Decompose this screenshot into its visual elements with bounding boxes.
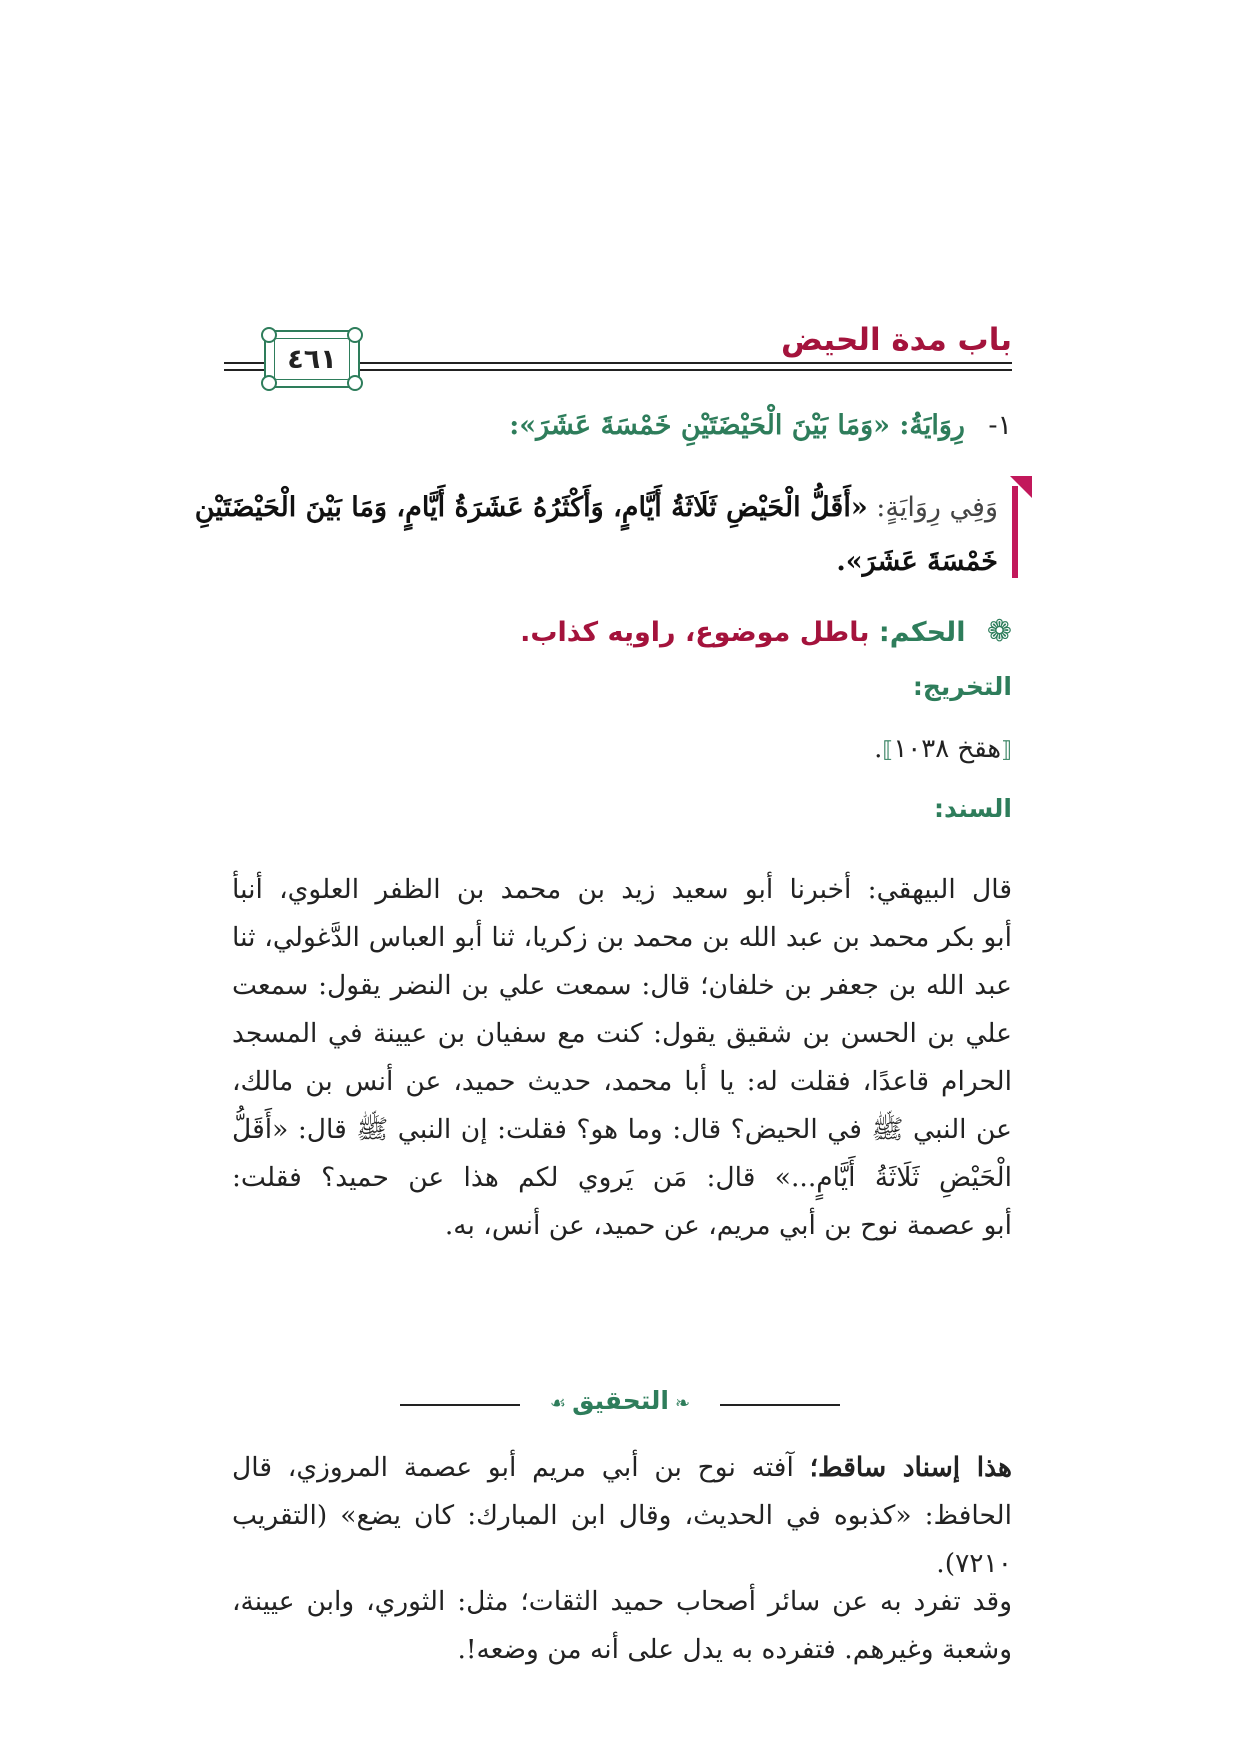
ornament-icon: ❧ xyxy=(674,1393,691,1414)
ruling-value: باطل موضوع، راويه كذاب. xyxy=(520,617,870,648)
paragraph-line: الْحَيْضِ ثَلَاثَةُ أَيَّامٍ...» قال: مَن يَروي لكم هذا عن حميد؟ فقلت: xyxy=(232,1162,1012,1193)
narration-text: خَمْسَةَ عَشَرَ». xyxy=(836,546,998,577)
ruling xyxy=(520,614,1012,649)
section-divider xyxy=(400,1386,840,1426)
paragraph-line: وقد تفرد به عن سائر أصحاب حميد الثقات؛ مثل: الثوري، وابن عيينة، xyxy=(232,1586,1012,1617)
running-header xyxy=(224,318,1012,378)
paragraph-line: الحرام قاعدًا، فقلت له: يا أبا محمد، حديث حميد، عن أنس بن مالك، xyxy=(232,1066,1012,1097)
entry-heading xyxy=(509,410,1012,441)
paragraph-line xyxy=(232,1444,1012,1492)
entry-number: ١- xyxy=(988,410,1012,441)
page-number-badge xyxy=(264,330,360,388)
ornament-icon: ☙ xyxy=(549,1393,567,1414)
reference-code: هقخ ١٠٣٨ xyxy=(893,734,1002,764)
paragraph-line: قال البيهقي: أخبرنا أبو سعيد زيد بن محمد بن الظفر العلوي، أنبأ xyxy=(232,874,1012,905)
chapter-title: باب مدة الحيض xyxy=(781,322,1012,358)
paragraph-line: أبو بكر محمد بن عبد الله بن محمد بن زكريا، ثنا أبو العباس الدَّغولي، ثنا xyxy=(232,922,1012,953)
narration-side-bar xyxy=(1012,486,1018,578)
verdict-bold: هذا إسناد ساقط؛ xyxy=(809,1452,1012,1483)
header-rule xyxy=(360,362,1012,364)
narration-lead: وَفِي رِوَايَةٍ: xyxy=(876,492,998,523)
bracket-open-icon: ⟦ xyxy=(1001,738,1012,763)
sanad-label: السند: xyxy=(933,794,1012,823)
header-rule xyxy=(224,362,264,364)
narration-line xyxy=(195,492,998,523)
paragraph-line: عبد الله بن جعفر بن خلفان؛ قال: سمعت علي بن النضر يقول: سمعت xyxy=(232,970,1012,1001)
narration-text: «أَقَلُّ الْحَيْضِ ثَلَاثَةُ أَيَّامٍ، وَأَكْثَرُهُ عَشَرَةُ أَيَّامٍ، وَمَا بَيْنَ الْحَيْضَتَيْنِ xyxy=(194,492,868,523)
page-number: ٤٦١ xyxy=(287,343,337,375)
ruling-label: الحكم: xyxy=(878,617,966,648)
paragraph-line: أبو عصمة نوح بن أبي مريم، عن حميد، عن أنس، به. xyxy=(444,1210,1012,1241)
entry-title: رِوَايَةُ: «وَمَا بَيْنَ الْحَيْضَتَيْنِ خَمْسَةَ عَشَرَ»: xyxy=(509,410,965,441)
paragraph-line: عن النبي ﷺ في الحيض؟ قال: وما هو؟ فقلت: إن النبي ﷺ قال: «أَقَلُّ xyxy=(232,1114,1012,1145)
header-rule xyxy=(360,369,1012,371)
bracket-close-icon: ⟧ xyxy=(882,738,894,763)
flower-icon: ❁ xyxy=(986,614,1012,649)
conclusion-paragraph xyxy=(232,1578,1012,1674)
paragraph-line: علي بن الحسن بن شقيق يقول: كنت مع سفيان بن عيينة في المسجد xyxy=(232,1018,1012,1049)
verdict-paragraph xyxy=(232,1444,1012,1588)
narration-line xyxy=(836,546,998,577)
takhrij-label: التخريج: xyxy=(912,672,1012,701)
paragraph-line: ٧٢١٠). xyxy=(936,1548,1012,1579)
tahqiq-label: التحقيق xyxy=(572,1386,669,1415)
header-rule xyxy=(224,369,264,371)
paragraph-line: الحافظ: «كذبوه في الحديث، وقال ابن المبارك: كان يضع» (التقريب xyxy=(232,1500,1012,1531)
paragraph-line: وشعبة وغيرهم. فتفرده به يدل على أنه من وضعه!. xyxy=(457,1634,1012,1665)
verdict-text: آفته نوح بن أبي مريم أبو عصمة المروزي، قال xyxy=(232,1452,810,1483)
tahqiq-heading xyxy=(400,1386,840,1415)
sanad-paragraph xyxy=(232,866,1012,1250)
page-number-box xyxy=(274,338,350,380)
takhrij-reference: ⟦هقخ ١٠٣٨⟧. xyxy=(874,734,1012,764)
